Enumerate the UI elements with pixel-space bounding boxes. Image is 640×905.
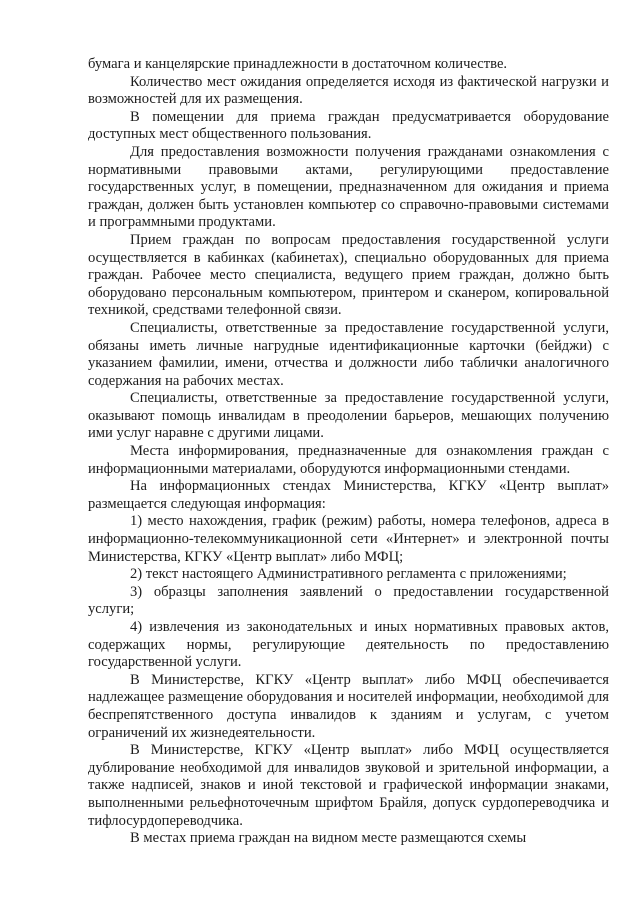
paragraph-12: В местах приема граждан на видном месте размещаются схемы [130,830,527,847]
paragraph-1: бумага и канцелярские принадлежности в достаточном количестве. [88,56,508,72]
list-item-4: 4) извлечения из законодательных и иных нормативных правовых актов, содержащих нормы, регулирующие деятельность по предоставлению государственной услуги. [88,619,609,671]
paragraph-11: В Министерстве, КГКУ «Центр выплат» либо МФЦ осуществляется дублирование необходимой для инвалидов звуковой и зрительной информации, а также надписей, знаков и иной текстовой и графической информации знаками, выполненными рельефноточечным шрифтом Брайля, допуск сурдопереводчика и тифлосурдопереводчика. [88,742,609,829]
paragraph-4: Для предоставления возможности получения гражданами ознакомления с нормативными правовыми актами, регулирующими предоставление государственных услуг, в помещении, предназначенном для ожидания и приема граждан, должен быть установлен компьютер со справочно-правовыми системами и программными продуктами. [88,143,609,231]
list-item-3: 3) образцы заполнения заявлений о предоставлении государственной услуги; [88,583,609,618]
paragraph-10: В Министерстве, КГКУ «Центр выплат» либо МФЦ обеспечивается надлежащее размещение оборудования и носителей информации, необходимой для беспрепятственного доступа инвалидов к зданиям и услугам, с учетом ограничений их жизнедеятельности. [88,671,609,741]
document-page [88,56,609,848]
paragraph-9: На информационных стендах Министерства, КГКУ «Центр выплат» размещается следующая информация: [88,478,609,512]
paragraph-6: Специалисты, ответственные за предоставление государственной услуги, обязаны иметь личные нагрудные идентификационные карточки (бейджи) с указанием фамилии, имени, отчества и должности либо таблички аналогичного содержания на рабочих местах. [88,319,609,389]
list-item-2: 2) текст настоящего Административного регламента с приложениями; [130,566,567,583]
list-item-1: 1) место нахождения, график (режим) работы, номера телефонов, адреса в информационно-телекоммуникационной сети «Интернет» и электронной почты Министерства, КГКУ «Центр выплат» либо МФЦ; [88,513,609,565]
paragraph-5: Прием граждан по вопросам предоставления государственной услуги осуществляется в кабинках (кабинетах), специально оборудованных для приема граждан. Рабочее место специалиста, ведущего прием граждан, должно быть оборудовано персональным компьютером, принтером и сканером, копировальной техникой, средствами телефонной связи. [88,231,609,319]
paragraph-8: Места информирования, предназначенные для ознакомления граждан с информационными материалами, оборудуются информационными стендами. [88,443,609,477]
paragraph-7: Специалисты, ответственные за предоставление государственной услуги, оказывают помощь инвалидам в преодолении барьеров, мешающих получению ими услуг наравне с другими лицами. [88,390,609,442]
paragraph-2: Количество мест ожидания определяется исходя из фактической нагрузки и возможностей для их размещения. [88,73,609,108]
paragraph-3: В помещении для приема граждан предусматривается оборудование доступных мест общественного пользования. [88,108,609,143]
